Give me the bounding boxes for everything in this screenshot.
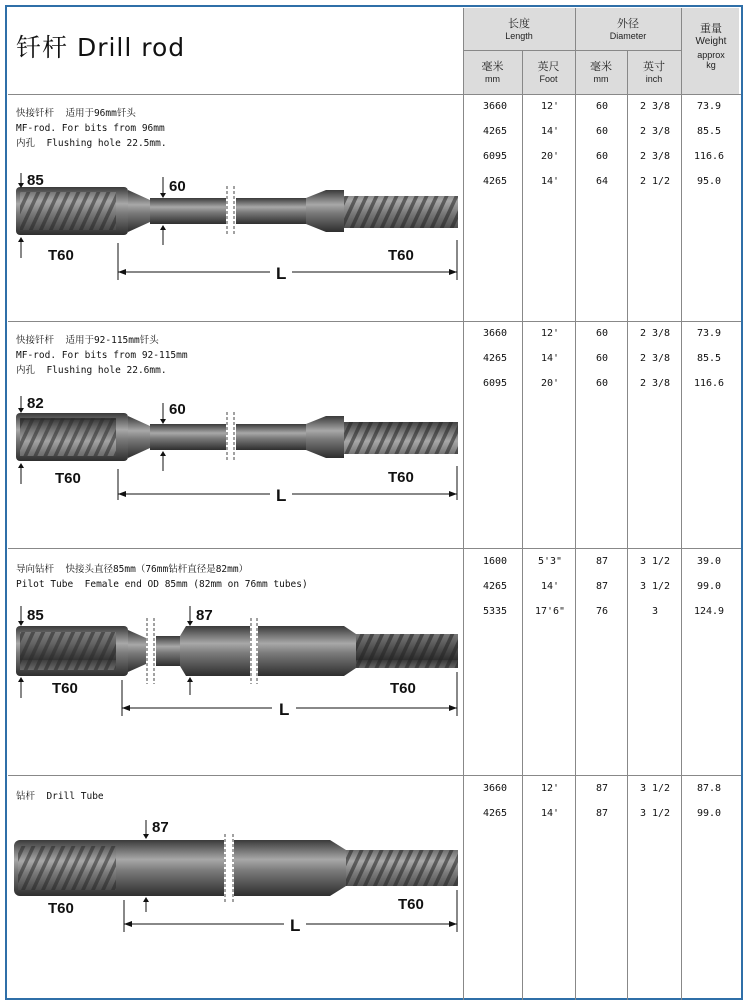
desc-line: 内孔 Flushing hole 22.6mm. [16, 365, 167, 376]
header-length-mm-cn: 毫米 [481, 61, 504, 73]
header-diameter-in-cn: 英寸 [643, 61, 665, 73]
header-length-cn: 长度 [508, 18, 530, 30]
length-label: L [279, 700, 290, 719]
female-thread [18, 846, 116, 890]
row-diameter-in: 2 1/2 [639, 176, 671, 187]
row-diameter-in: 2 3/8 [639, 151, 671, 162]
row-weight: 85.5 [696, 126, 722, 137]
row-diameter-mm: 64 [595, 176, 609, 187]
tube-body [234, 840, 330, 896]
row-length-mm: 1600 [482, 556, 508, 567]
desc-line: 钻杆 Drill Tube [16, 791, 104, 802]
row-weight: 73.9 [696, 328, 722, 339]
header-weight-en: Weight [695, 36, 727, 47]
dim-arrowhead [143, 897, 149, 902]
desc-line: 内孔 Flushing hole 22.5mm. [16, 138, 167, 149]
row-diameter-mm: 87 [595, 808, 609, 819]
left-thread-label: T60 [48, 247, 74, 264]
row-diameter-in: 2 3/8 [639, 101, 671, 112]
length-label: L [290, 916, 301, 935]
row-length-mm: 4265 [482, 581, 508, 592]
row-length-mm: 6095 [482, 378, 508, 389]
left-diameter-label: 85 [27, 172, 44, 189]
row-length-ft: 12' [540, 783, 560, 794]
row-diameter-mm: 60 [595, 378, 609, 389]
row-diameter-mm: 76 [595, 606, 609, 617]
mid-diameter-label: 87 [152, 819, 169, 836]
row-length-ft: 14' [540, 353, 560, 364]
left-diameter-label: 85 [27, 607, 44, 624]
header-weight-cn: 重量 [700, 23, 722, 35]
dim-arrowhead [143, 834, 149, 839]
row-length-mm: 4265 [482, 176, 508, 187]
row-weight: 85.5 [696, 353, 722, 364]
row-diameter-mm: 60 [595, 101, 609, 112]
row-length-mm: 3660 [482, 328, 508, 339]
row-diameter-in: 3 1/2 [639, 808, 671, 819]
row-length-ft: 14' [540, 126, 560, 137]
row-diameter-in: 3 1/2 [639, 556, 671, 567]
row-diameter-in: 2 3/8 [639, 328, 671, 339]
row-weight: 73.9 [696, 101, 722, 112]
header-diameter-cn: 外径 [617, 18, 639, 30]
row-length-mm: 3660 [482, 101, 508, 112]
desc-line: MF-rod. For bits from 92-115mm [16, 350, 188, 361]
row-diameter-mm: 60 [595, 353, 609, 364]
header-diameter-en: Diameter [609, 31, 647, 41]
row-length-ft: 17'6" [534, 606, 566, 617]
page-title: 钎杆 Drill rod [16, 33, 186, 62]
header-diameter-mm-cn: 毫米 [590, 61, 612, 73]
shoulder [330, 840, 346, 896]
row-weight: 124.9 [693, 606, 725, 617]
row-weight: 99.0 [696, 581, 722, 592]
row-length-mm: 6095 [482, 151, 508, 162]
right-thread-label: T60 [388, 247, 414, 264]
left-thread-label: T60 [55, 470, 81, 487]
row-diameter-mm: 87 [595, 556, 609, 567]
row-length-ft: 12' [540, 101, 560, 112]
right-thread-label: T60 [390, 680, 416, 697]
row-length-mm: 4265 [482, 808, 508, 819]
left-diameter-label: 82 [27, 395, 44, 412]
row-diameter-in: 3 1/2 [639, 783, 671, 794]
header-length-mm-en: mm [485, 74, 500, 84]
header-diameter-in-en: inch [645, 74, 663, 84]
length-label: L [276, 486, 287, 505]
row-length-ft: 20' [540, 151, 560, 162]
row-length-ft: 20' [540, 378, 560, 389]
mid-diameter-label: 87 [196, 607, 213, 624]
left-thread-label: T60 [52, 680, 78, 697]
row-diameter-in: 2 3/8 [639, 353, 671, 364]
desc-line: MF-rod. For bits from 96mm [16, 123, 165, 134]
row-weight: 116.6 [693, 378, 725, 389]
header-length-ft-cn: 英尺 [537, 61, 560, 73]
length-label: L [276, 264, 287, 283]
row-weight: 39.0 [696, 556, 722, 567]
row-length-mm: 3660 [482, 783, 508, 794]
row-length-mm: 5335 [482, 606, 508, 617]
row-diameter-mm: 60 [595, 151, 609, 162]
row-weight: 87.8 [696, 783, 722, 794]
row-length-ft: 12' [540, 328, 560, 339]
row-length-mm: 4265 [482, 353, 508, 364]
row-diameter-in: 2 3/8 [639, 378, 671, 389]
row-diameter-mm: 60 [595, 328, 609, 339]
row-weight: 95.0 [696, 176, 722, 187]
desc-line: Pilot Tube Female end OD 85mm (82mm on 76mm tubes) [16, 579, 308, 590]
row-length-mm: 4265 [482, 126, 508, 137]
row-length-ft: 14' [540, 808, 560, 819]
rod-body [14, 834, 458, 902]
row-diameter-mm: 87 [595, 581, 609, 592]
desc-line: 快接钎杆 适用于92-115mm钎头 [16, 335, 159, 346]
right-thread-label: T60 [388, 469, 414, 486]
left-thread-label: T60 [48, 900, 74, 917]
desc-line: 导向钻杆 快接头直径85mm（76mm钻杆直径是82mm） [16, 564, 249, 575]
male-thread [346, 850, 458, 886]
row-length-ft: 5'3" [537, 556, 563, 567]
desc-line: 快接钎杆 适用于96mm钎头 [16, 108, 136, 119]
header-diameter-mm-en: mm [593, 74, 609, 84]
row-length-ft: 14' [540, 581, 560, 592]
row-length-ft: 14' [540, 176, 560, 187]
mid-diameter-label: 60 [169, 401, 186, 418]
row-diameter-mm: 87 [595, 783, 609, 794]
tube-body [140, 840, 224, 896]
header-weight-approx: approx [697, 50, 725, 60]
row-diameter-in: 2 3/8 [639, 126, 671, 137]
tube-body [118, 840, 140, 896]
mid-diameter-label: 60 [169, 178, 186, 195]
row-diameter-in: 3 [651, 606, 659, 617]
header-weight-unit: kg [706, 60, 716, 70]
row-diameter-mm: 60 [595, 126, 609, 137]
row-diameter-in: 3 1/2 [639, 581, 671, 592]
header-length-ft-en: Foot [539, 74, 558, 84]
header-length-en: Length [505, 31, 533, 41]
row-weight: 116.6 [693, 151, 725, 162]
row-weight: 99.0 [696, 808, 722, 819]
right-thread-label: T60 [398, 896, 424, 913]
